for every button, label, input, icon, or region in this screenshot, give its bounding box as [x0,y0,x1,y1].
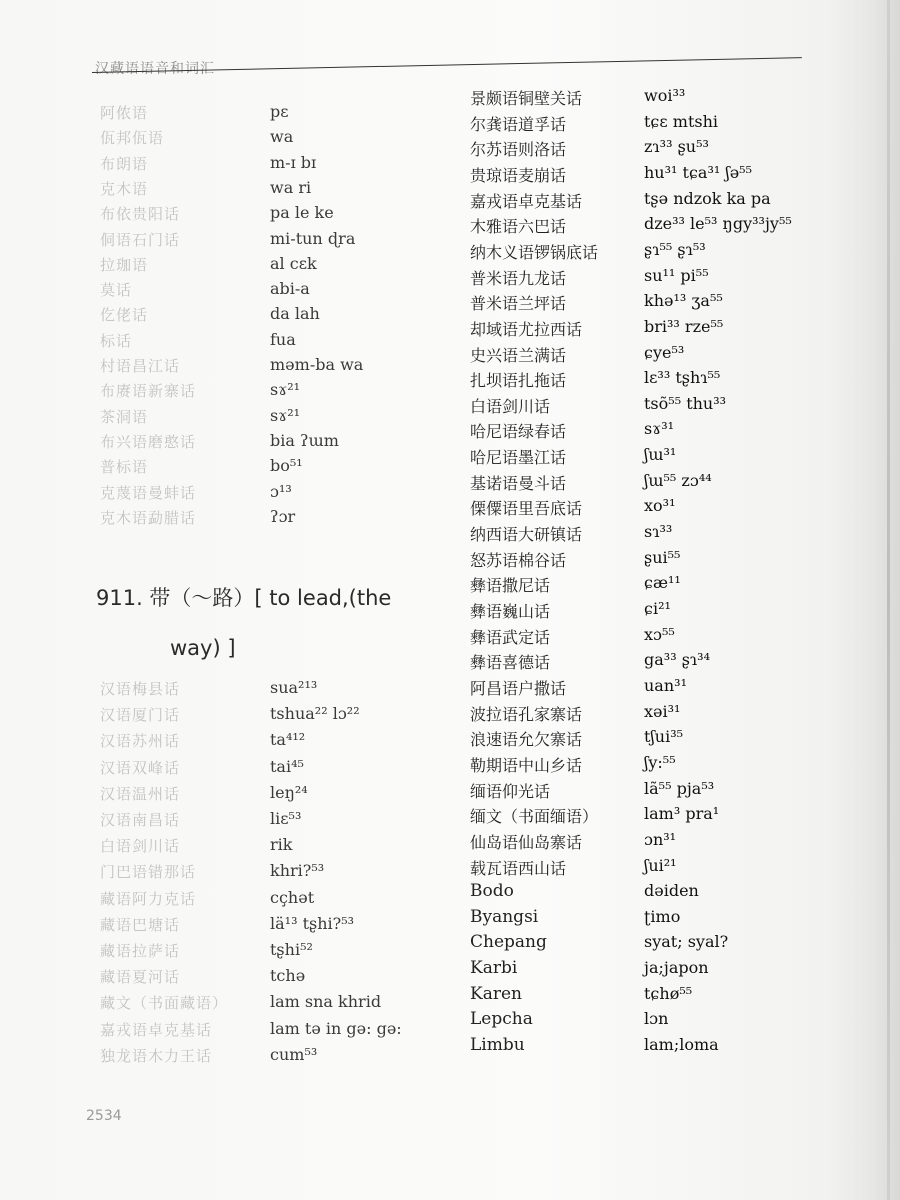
word-form: dəiden [644,881,699,901]
lexicon-entry [470,86,810,112]
lexicon-entry [470,702,810,728]
word-form: wa [270,127,294,147]
language-name: 阿昌语户撒话 [470,678,567,698]
lexicon-entry [470,445,810,471]
word-form: ʈimo [644,906,681,926]
lexicon-entry [100,482,430,508]
language-name: 侗语石门话 [100,230,181,249]
language-name: 尔苏语则洛话 [470,140,567,160]
lexicon-entry [100,406,430,432]
lexicon-entry [470,343,810,369]
language-name: 纳西语大研镇话 [470,525,583,545]
language-name: 白语剑川话 [100,837,181,856]
word-form: ʂui⁵⁵ [644,547,681,567]
word-form: ga³³ ʂɿ³⁴ [644,650,710,670]
language-name: 波拉语孔家寨话 [470,704,583,724]
word-form: ʃɯ⁵⁵ zɔ⁴⁴ [644,470,712,490]
language-name: 布兴语磨憨话 [100,432,197,451]
language-name: 景颇语铜壁关话 [470,89,583,108]
lexicon-entry [470,317,810,343]
lexicon-entry [100,861,430,887]
word-form: lã⁵⁵ pja⁵³ [644,778,715,798]
lexicon-entry [100,431,430,457]
language-name: 藏语阿力克话 [100,889,197,908]
word-form: al cɛk [270,253,317,273]
lexicon-entry [470,419,810,445]
language-name: 汉语南昌话 [100,811,181,829]
word-form: m-ɪ bɪ [270,152,317,172]
language-name: 载瓦语西山话 [470,858,567,878]
word-form: cçhət [270,887,315,907]
word-form: ɕæ¹¹ [644,573,681,593]
running-head: 汉藏语语音和词汇 [95,61,215,77]
language-name: 拉珈语 [100,255,149,274]
language-name: 佤邦佤语 [100,129,165,148]
language-name: 藏语巴塘话 [100,915,181,934]
lexicon-entry [470,112,810,138]
word-form: fua [270,329,296,349]
word-form: sɤ³¹ [644,419,675,439]
language-name: 白语剑川话 [470,396,551,416]
word-form: xəi³¹ [644,701,681,721]
word-form: lɔn [644,1009,669,1029]
lexicon-entry [470,907,810,933]
language-name: 藏语拉萨话 [100,942,181,960]
language-name: 藏文（书面藏语） [100,994,229,1013]
word-form: ta⁴¹² [270,730,306,750]
lexicon-entry [100,178,430,204]
language-name: 克蔑语曼蚌话 [100,483,197,502]
lexicon-entry [470,984,810,1010]
word-form: su¹¹ pi⁵⁵ [644,265,709,285]
lexicon-entry [470,1035,810,1061]
language-name: 缅语仰光话 [470,781,551,801]
lexicon-entry [470,779,810,805]
lexicon-entry [100,914,430,940]
word-form: ɕye⁵³ [644,342,685,362]
language-name: 傈僳语里吾底话 [470,499,583,519]
lexicon-entry [100,355,430,381]
word-form: liɛ⁵³ [270,809,302,828]
language-name: 茶洞语 [100,407,149,426]
word-form: ɕi²¹ [644,599,671,618]
word-form: bia ʔɯm [270,430,339,450]
language-name: Byangsi [470,906,539,927]
word-form: khə¹³ ʒa⁵⁵ [644,291,723,311]
language-name: 克木语勐腊话 [100,508,197,527]
lexicon-entry [470,753,810,779]
language-name: 汉语梅县话 [100,680,181,698]
word-form: məm-ba wa [270,355,364,374]
language-name: 史兴语兰满话 [470,345,567,365]
lexicon-entry [100,940,430,966]
language-name: 布依贵阳话 [100,205,181,224]
lexicon-entry [470,856,810,882]
language-name: 莫话 [100,281,133,300]
lexicon-entry [470,163,810,189]
word-form: tchə [270,966,306,986]
language-name: 彝语喜德话 [470,653,551,673]
lexicon-entry [470,266,810,292]
lexicon-entry [470,240,810,266]
language-name: 藏语夏河话 [100,968,181,987]
language-name: 汉语双峰话 [100,758,181,777]
lexicon-entry [100,730,430,756]
word-form: cum⁵³ [270,1044,318,1064]
language-name: 彝语巍山话 [470,602,551,621]
language-name: 布朗语 [100,154,149,173]
language-name: 布赓语新寨话 [100,382,197,401]
lexicon-entry [470,1009,810,1035]
lexicon-entry [470,548,810,574]
word-form: sɿ³³ [644,522,673,542]
word-form: wa ri [270,177,312,197]
language-name: 勒期语中山乡话 [470,755,583,775]
lexicon-entry [470,368,810,394]
word-form: woi³³ [644,86,686,105]
word-form: pa le ke [270,203,334,223]
lexicon-entry [100,835,430,861]
word-form: sɤ²¹ [270,405,301,425]
language-name: 哈尼语墨江话 [470,448,567,468]
entry-heading-continued: way) ] [170,636,236,660]
word-form: sɤ²¹ [270,380,301,400]
lexicon-entry [470,625,810,651]
page-number: 2534 [86,1108,122,1124]
language-name: 缅文（书面缅语） [470,807,599,827]
language-name: 仙岛语仙岛寨话 [470,832,583,852]
word-form: tʂə ndzok ka pa [644,188,771,208]
lexicon-entry [470,881,810,907]
language-name: 门巴语错那话 [100,863,197,882]
language-name: 汉语苏州话 [100,732,181,751]
lexicon-entry [100,783,430,809]
lexicon-entry [470,958,810,984]
word-form: bri³³ rze⁵⁵ [644,316,724,336]
lexicon-entry [470,214,810,240]
word-form: tɕhø⁵⁵ [644,983,693,1003]
lexicon-entry [100,992,430,1018]
word-form: lä¹³ tʂhi?⁵³ [270,913,355,933]
lexicon-entry [100,888,430,914]
lexicon-entry [470,830,810,856]
language-name: 哈尼语绿春话 [470,422,567,442]
language-name: 彝语武定话 [470,627,551,647]
language-name: 却域语尤拉西话 [470,319,583,339]
language-name: 普米语兰坪话 [470,294,567,314]
lexicon-entry [470,291,810,317]
word-form: leŋ²⁴ [270,782,308,802]
language-name: 扎坝语扎拖话 [470,371,567,391]
word-form: xɔ⁵⁵ [644,624,675,644]
page-edge [887,0,890,1200]
lexicon-entry [100,304,430,330]
language-name: 阿侬语 [100,104,149,122]
word-form: dze³³ le⁵³ ŋgy³³jy⁵⁵ [644,214,792,234]
lexicon-entry [100,203,430,229]
word-form: hu³¹ tɕa³¹ ʃə⁵⁵ [644,162,753,182]
lexicon-entry [470,471,810,497]
lexicon-entry [470,394,810,420]
word-form: uan³¹ [644,675,687,695]
word-form: pɛ [270,102,289,121]
word-form: ɔ¹³ [270,481,292,501]
lexicon-entry [470,496,810,522]
word-form: ʃui²¹ [644,855,677,875]
language-name: 纳木义语锣锅底话 [470,242,599,262]
language-name: 尔龚语道孚话 [470,114,567,134]
language-name: 独龙语木力王话 [100,1046,213,1065]
lexicon-entry [470,676,810,702]
language-name: 贵琼语麦崩话 [470,165,567,185]
word-form: ʔɔr [270,506,296,526]
language-name: 彝语撒尼话 [470,576,551,596]
entry-heading: 911. 带（～路）[ to lead,(the [96,586,392,610]
lexicon-entry [470,932,810,958]
word-form: tʂhi⁵² [270,940,313,959]
lexicon-entry [100,966,430,992]
word-form: lɛ³³ tʂhɿ⁵⁵ [644,368,721,388]
lexicon-entry [100,757,430,783]
word-form: ʃɯ³¹ [644,445,677,465]
language-name: 汉语厦门话 [100,706,181,725]
word-form: lam³ pra¹ [644,804,720,824]
language-name: 浪速语允欠寨话 [470,730,583,750]
language-name: 普标语 [100,458,149,477]
lexicon-entry [100,1019,430,1045]
language-name: 克木语 [100,179,149,198]
lexicon-entry [470,804,810,830]
language-name: 标话 [100,331,133,350]
language-name: 木雅语六巴话 [470,217,567,237]
word-form: tʃui³⁵ [644,727,684,747]
word-form: tshua²² lɔ²² [270,704,360,724]
word-form: lam;loma [644,1035,719,1055]
lexicon-entry [470,522,810,548]
word-form: ja;japon [644,958,709,978]
word-form: lam tə in gə: gə: [270,1018,402,1038]
language-name: Bodo [470,881,514,902]
language-name: 嘉戎语卓克基话 [100,1020,213,1039]
word-form: ɔn³¹ [644,829,677,849]
word-form: abi-a [270,279,310,299]
lexicon-entry [100,229,430,255]
lexicon-entry [470,650,810,676]
lexicon-entry [100,507,430,533]
language-name: Chepang [470,932,547,953]
word-form: syat; syal? [644,932,729,952]
language-name: 汉语温州话 [100,784,181,803]
lexicon-entry [100,809,430,835]
word-form: ʂɿ⁵⁵ ʂɿ⁵³ [644,239,706,259]
lexicon-entry [100,127,430,153]
lexicon-entry [100,456,430,482]
language-name: 基诺语曼斗话 [470,473,567,493]
lexicon-entry [470,599,810,625]
word-form: mi-tun ɖra [270,228,356,248]
lexicon-entry [100,380,430,406]
word-form: bo⁵¹ [270,456,303,476]
lexicon-entry [100,678,430,704]
language-name: 嘉戎语卓克基话 [470,191,583,211]
word-form: lam sna khrid [270,992,382,1012]
word-form: khri?⁵³ [270,861,325,881]
lexicon-entry [100,102,430,128]
language-name: Karbi [470,958,518,979]
word-form: xo³¹ [644,496,676,516]
word-form: rik [270,835,293,855]
lexicon-entry [100,704,430,730]
word-form: sua²¹³ [270,678,318,697]
language-name: 仡佬话 [100,306,149,325]
language-name: 怒苏语棉谷话 [470,550,567,570]
language-name: Limbu [470,1035,525,1056]
lexicon-entry [470,727,810,753]
lexicon-entry [100,153,430,179]
word-form: zɿ³³ ʂu⁵³ [644,137,709,157]
lexicon-entry [100,254,430,280]
lexicon-entry [470,573,810,599]
language-name: 普米语九龙话 [470,268,567,288]
lexicon-entry [470,137,810,163]
lexicon-entry [100,330,430,356]
lexicon-entry [100,1045,430,1071]
lexicon-entry [100,279,430,305]
language-name: Lepcha [470,1009,533,1030]
lexicon-entry [470,189,810,215]
language-name: Karen [470,983,522,1004]
language-name: 村语昌江话 [100,357,181,375]
word-form: tai⁴⁵ [270,756,304,776]
word-form: tɕɛ mtshi [644,111,718,131]
word-form: tsõ⁵⁵ thu³³ [644,393,727,413]
word-form: ʃy:⁵⁵ [644,752,676,772]
word-form: da lah [270,304,320,324]
